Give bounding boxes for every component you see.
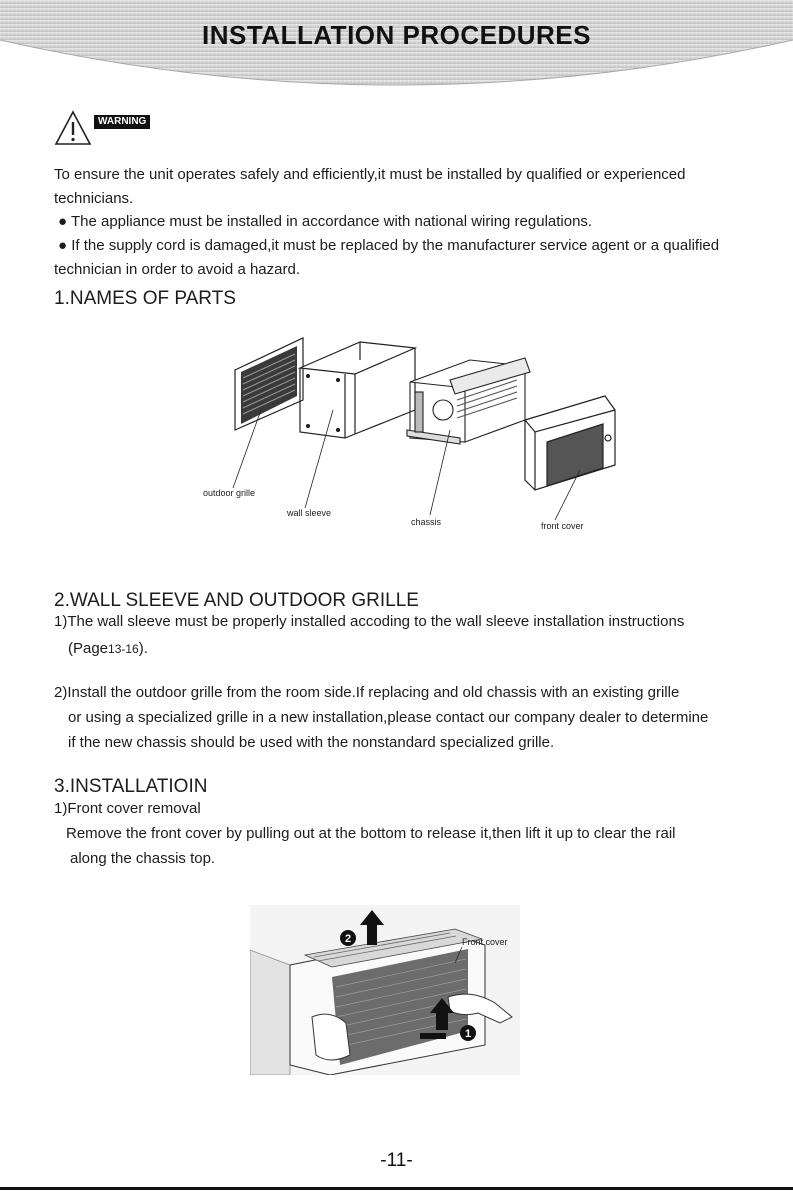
intro-bullet-2-line-2: technician in order to avoid a hazard. xyxy=(54,261,300,278)
step-1-badge-text: 1 xyxy=(464,1028,472,1040)
warning-icon xyxy=(54,110,92,146)
section-2-p2-line-1: 2)Install the outdoor grille from the room side.If replacing and old chassis with an existing grille xyxy=(54,684,680,701)
page-ref-prefix: (Page xyxy=(68,640,109,657)
label-chassis: chassis xyxy=(411,517,442,527)
warning-block xyxy=(54,110,254,150)
page-ref-suffix: ). xyxy=(138,640,148,657)
label-outdoor-grille: outdoor grille xyxy=(203,488,256,498)
parts-illustration xyxy=(195,330,625,535)
parts-diagram xyxy=(195,330,625,535)
section-3-step-1-line-2: along the chassis top. xyxy=(70,850,216,867)
label-wall-sleeve: wall sleeve xyxy=(287,508,332,518)
step-2-badge-text: 2 xyxy=(344,933,352,945)
section-2-p2-line-2: or using a specialized grille in a new installation,please contact our company dealer to determine xyxy=(68,709,709,726)
section-2-p1-line-1: 1)The wall sleeve must be properly installed accoding to the wall sleeve installation instructions xyxy=(54,613,685,630)
wall-sleeve-drawing xyxy=(300,342,415,438)
front-cover-removal-figure xyxy=(250,905,520,1075)
warning-badge: WARNING xyxy=(94,115,150,129)
front-cover-drawing xyxy=(525,396,615,490)
intro-bullet-2-line-1: ● If the supply cord is damaged,it must be replaced by the manufacturer service agent or a qualified xyxy=(58,237,720,254)
section-2-title: 2.WALL SLEEVE AND OUTDOOR GRILLE xyxy=(54,590,419,611)
intro-line-1: To ensure the unit operates safely and efficiently,it must be installed by qualified or experienced xyxy=(54,166,686,183)
front-cover-removal-illustration xyxy=(250,905,520,1075)
outdoor-grille-drawing xyxy=(235,338,303,430)
section-3-title: 3.INSTALLATIOIN xyxy=(54,776,208,797)
section-2-p2-line-3: if the new chassis should be used with the nonstandard specialized grille. xyxy=(68,734,555,751)
page-header xyxy=(0,0,793,92)
chassis-drawing xyxy=(407,358,530,444)
label-front-cover-callout: Front cover xyxy=(462,937,508,947)
page-ref-range: 13-16 xyxy=(108,642,139,656)
footer-rule xyxy=(0,1187,793,1190)
intro-line-2: technicians. xyxy=(54,190,134,207)
section-2-p1-line-2 xyxy=(68,637,148,661)
label-front-cover: front cover xyxy=(541,521,584,531)
section-3-step-1-title: 1)Front cover removal xyxy=(54,800,201,817)
intro-bullet-1: ● The appliance must be installed in accordance with national wiring regulations. xyxy=(58,213,593,230)
section-3-step-1-line-1: Remove the front cover by pulling out at the bottom to release it,then lift it up to clear the rail xyxy=(66,825,676,842)
page-number: -11- xyxy=(380,1150,413,1171)
section-1-title: 1.NAMES OF PARTS xyxy=(54,288,236,309)
page-title: INSTALLATION PROCEDURES xyxy=(202,20,591,50)
